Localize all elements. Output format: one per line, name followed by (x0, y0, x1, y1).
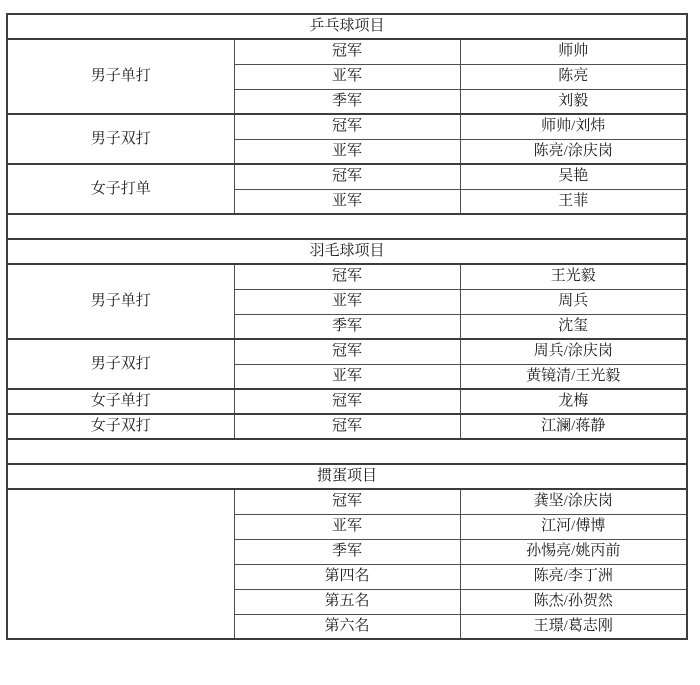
winner-cell: 王璟/葛志刚 (460, 614, 687, 639)
section-header-row (7, 239, 687, 264)
section-title: 羽毛球项目 (7, 239, 687, 264)
winner-cell: 师帅/刘炜 (460, 114, 687, 139)
section-header-row (7, 464, 687, 489)
section-title: 掼蛋项目 (7, 464, 687, 489)
section-header-row (7, 14, 687, 39)
winner-cell: 陈杰/孙贺然 (460, 589, 687, 614)
winner-cell: 周兵 (460, 289, 687, 314)
spacer-cell (7, 214, 687, 239)
result-row (7, 389, 687, 414)
rank-cell: 亚军 (234, 514, 460, 539)
winner-cell: 陈亮/涂庆岗 (460, 139, 687, 164)
winner-cell: 龚坚/涂庆岗 (460, 489, 687, 514)
result-row (7, 39, 687, 64)
rank-cell: 冠军 (234, 39, 460, 64)
results-document (6, 13, 688, 640)
category-cell: 男子单打 (7, 39, 234, 114)
category-cell: 女子打单 (7, 164, 234, 214)
winner-cell: 王光毅 (460, 264, 687, 289)
category-cell: 女子双打 (7, 414, 234, 439)
winner-cell: 孙惕亮/姚丙前 (460, 539, 687, 564)
category-cell: 男子双打 (7, 114, 234, 164)
rank-cell: 冠军 (234, 164, 460, 189)
rank-cell: 冠军 (234, 114, 460, 139)
rank-cell: 冠军 (234, 264, 460, 289)
winner-cell: 王菲 (460, 189, 687, 214)
result-row (7, 114, 687, 139)
winner-cell: 龙梅 (460, 389, 687, 414)
rank-cell: 季军 (234, 89, 460, 114)
winner-cell: 刘毅 (460, 89, 687, 114)
result-row (7, 264, 687, 289)
rank-cell: 第五名 (234, 589, 460, 614)
rank-cell: 亚军 (234, 64, 460, 89)
rank-cell: 冠军 (234, 339, 460, 364)
rank-cell: 亚军 (234, 364, 460, 389)
rank-cell: 季军 (234, 539, 460, 564)
rank-cell: 冠军 (234, 389, 460, 414)
winner-cell: 师帅 (460, 39, 687, 64)
spacer-cell (7, 439, 687, 464)
rank-cell: 亚军 (234, 139, 460, 164)
category-cell: 女子单打 (7, 389, 234, 414)
spacer-row (7, 439, 687, 464)
winner-cell: 陈亮/李丁洲 (460, 564, 687, 589)
category-cell (7, 489, 234, 639)
rank-cell: 亚军 (234, 189, 460, 214)
winner-cell: 江河/傅博 (460, 514, 687, 539)
winner-cell: 江澜/蒋静 (460, 414, 687, 439)
category-cell: 男子单打 (7, 264, 234, 339)
winner-cell: 沈玺 (460, 314, 687, 339)
result-row (7, 489, 687, 514)
result-row (7, 339, 687, 364)
winner-cell: 陈亮 (460, 64, 687, 89)
results-table-body (7, 14, 687, 639)
results-table (6, 13, 688, 640)
winner-cell: 吴艳 (460, 164, 687, 189)
rank-cell: 亚军 (234, 289, 460, 314)
result-row (7, 414, 687, 439)
result-row (7, 164, 687, 189)
winner-cell: 黄镜清/王光毅 (460, 364, 687, 389)
spacer-row (7, 214, 687, 239)
rank-cell: 季军 (234, 314, 460, 339)
winner-cell: 周兵/涂庆岗 (460, 339, 687, 364)
section-title: 乒乓球项目 (7, 14, 687, 39)
rank-cell: 第六名 (234, 614, 460, 639)
rank-cell: 冠军 (234, 414, 460, 439)
category-cell: 男子双打 (7, 339, 234, 389)
rank-cell: 冠军 (234, 489, 460, 514)
rank-cell: 第四名 (234, 564, 460, 589)
